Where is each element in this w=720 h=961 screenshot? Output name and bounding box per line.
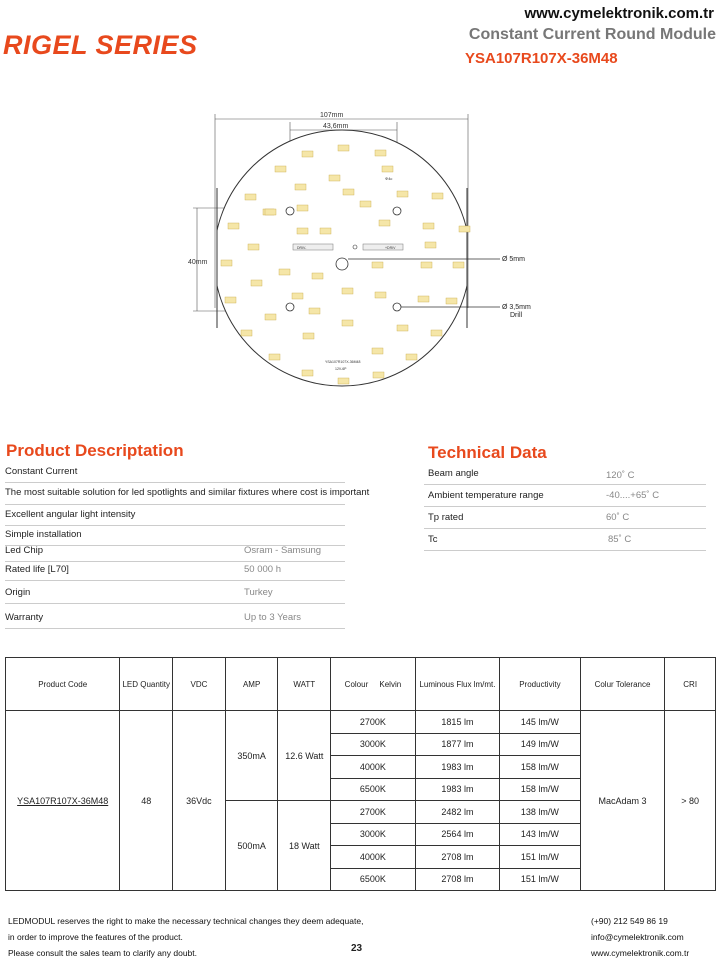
tech-value: 120˚ C bbox=[606, 470, 635, 481]
spec-label: Warranty bbox=[5, 612, 44, 623]
model-code: YSA107R107X-36M48 bbox=[465, 50, 618, 67]
hole-small-label: Ø 3,5mm bbox=[502, 304, 531, 311]
tech-value: -40....+65˚ C bbox=[606, 490, 660, 501]
desc-item: Constant Current bbox=[5, 462, 345, 483]
kelvin-cell: 4000K bbox=[331, 756, 416, 779]
spec-value: 50 000 h bbox=[244, 564, 281, 575]
dim-height-label: 40mm bbox=[188, 259, 208, 266]
hole-big-label: Ø 5mm bbox=[502, 256, 525, 263]
amp-cell: 350mA bbox=[225, 711, 278, 801]
disclaimer-line: Please consult the sales team to clarify any doubt. bbox=[8, 948, 197, 958]
product-description-title: Product Descriptation bbox=[6, 441, 184, 460]
product-code-cell[interactable] bbox=[6, 711, 120, 891]
spec-label: Origin bbox=[5, 587, 31, 598]
spec-row-warranty bbox=[5, 608, 345, 629]
amp-cell: 500mA bbox=[225, 801, 278, 891]
desc-item: Excellent angular light intensity bbox=[5, 504, 345, 526]
product-spec-table bbox=[5, 657, 716, 891]
product-subtitle: Constant Current Round Module bbox=[468, 26, 716, 43]
spec-row-led-chip bbox=[5, 541, 345, 562]
flux-cell: 2482 lm bbox=[415, 801, 499, 824]
spec-label: Rated life [L70] bbox=[5, 564, 69, 575]
flux-cell: 1815 lm bbox=[415, 711, 499, 734]
kelvin-cell: 3000K bbox=[331, 733, 416, 756]
productivity-cell: 151 lm/W bbox=[500, 846, 581, 869]
flux-cell: 1983 lm bbox=[415, 778, 499, 801]
tolerance-cell bbox=[580, 711, 665, 891]
pcb-label: YSA107R107X-36M48 bbox=[325, 360, 361, 364]
website-link-footer[interactable]: www.cymelektronik.com.tr bbox=[591, 948, 690, 958]
th-colour-kelvin bbox=[331, 658, 416, 711]
disclaimer-line: in order to improve the features of the product. bbox=[8, 932, 183, 942]
tech-label: Tp rated bbox=[428, 512, 464, 523]
th-kelvin: Kelvin bbox=[379, 679, 402, 689]
th-luminous-flux: Luminous Flux lm/mt. bbox=[415, 658, 499, 711]
tech-row bbox=[424, 508, 706, 529]
tech-row bbox=[424, 530, 706, 551]
kelvin-cell: 6500K bbox=[331, 778, 416, 801]
flux-cell: 2564 lm bbox=[415, 823, 499, 846]
tolerance-value: MacAdam 3 bbox=[598, 795, 647, 806]
module-drawing bbox=[185, 108, 535, 398]
spec-row-rated-life bbox=[5, 560, 345, 581]
disclaimer-line: LEDMODUL reserves the right to make the necessary technical changes they deem adequate, bbox=[8, 916, 364, 926]
pos-connector-label: +DRIV bbox=[385, 246, 396, 250]
m4-label: Φ4c bbox=[385, 176, 393, 181]
tech-row bbox=[424, 464, 706, 485]
series-title: RIGEL SERIES bbox=[3, 30, 198, 60]
th-cri: CRI bbox=[665, 658, 716, 711]
productivity-cell: 143 lm/W bbox=[500, 823, 581, 846]
spec-row-origin bbox=[5, 583, 345, 604]
productivity-cell: 158 lm/W bbox=[500, 778, 581, 801]
th-amp: AMP bbox=[225, 658, 278, 711]
pcb-sub-label: 12V-6P bbox=[335, 367, 347, 371]
th-colour: Colour bbox=[344, 679, 369, 689]
email-link[interactable]: info@cymelektronik.com bbox=[591, 932, 684, 942]
footer-disclaimer bbox=[8, 913, 363, 961]
spec-value: Turkey bbox=[244, 587, 273, 598]
page-number: 23 bbox=[351, 943, 363, 954]
spec-value: Up to 3 Years bbox=[244, 612, 302, 623]
kelvin-cell: 2700K bbox=[331, 711, 416, 734]
th-vdc: VDC bbox=[173, 658, 226, 711]
flux-cell: 1983 lm bbox=[415, 756, 499, 779]
productivity-cell: 158 lm/W bbox=[500, 756, 581, 779]
productivity-cell: 149 lm/W bbox=[500, 733, 581, 756]
led-quantity-cell: 48 bbox=[120, 711, 173, 891]
tech-row bbox=[424, 486, 706, 507]
desc-item: Simple installation bbox=[5, 525, 345, 546]
flux-cell: 1877 lm bbox=[415, 733, 499, 756]
dim-inner-label: 43,6mm bbox=[323, 123, 349, 130]
kelvin-cell: 6500K bbox=[331, 868, 416, 891]
th-product-code: Product Code bbox=[6, 658, 120, 711]
table-row bbox=[6, 711, 716, 734]
phone-text[interactable]: (+90) 212 549 86 19 bbox=[591, 916, 668, 926]
spec-value: Osram - Samsung bbox=[244, 545, 322, 556]
tech-label: Tc bbox=[428, 534, 438, 545]
watt-cell: 12.6 Watt bbox=[278, 711, 331, 801]
productivity-cell: 138 lm/W bbox=[500, 801, 581, 824]
tech-label: Ambient temperature range bbox=[428, 490, 544, 501]
th-led-quantity: LED Quantity bbox=[120, 658, 173, 711]
footer-contact bbox=[591, 913, 689, 961]
productivity-cell: 145 lm/W bbox=[500, 711, 581, 734]
th-productivity: Productivity bbox=[500, 658, 581, 711]
flux-cell: 2708 lm bbox=[415, 846, 499, 869]
cri-cell: > 80 bbox=[665, 711, 716, 891]
neg-connector-label: DRIV- bbox=[297, 246, 307, 250]
desc-item: The most suitable solution for led spotlights and similar fixtures where cost is important bbox=[5, 487, 370, 498]
watt-cell: 18 Watt bbox=[278, 801, 331, 891]
product-code-link[interactable]: YSA107R107X-36M48 bbox=[17, 795, 109, 806]
technical-data-title: Technical Data bbox=[428, 443, 547, 462]
tech-value: 60˚ C bbox=[606, 512, 630, 523]
website-link[interactable]: www.cymelektronik.com.tr bbox=[524, 5, 714, 22]
productivity-cell: 151 lm/W bbox=[500, 868, 581, 891]
table-header-row bbox=[6, 658, 716, 711]
flux-cell: 2708 lm bbox=[415, 868, 499, 891]
dim-width-label: 107mm bbox=[320, 112, 344, 119]
spec-label: Led Chip bbox=[5, 545, 44, 556]
tech-value: 85˚ C bbox=[608, 534, 632, 545]
vdc-cell: 36Vdc bbox=[173, 711, 226, 891]
kelvin-cell: 4000K bbox=[331, 846, 416, 869]
kelvin-cell: 3000K bbox=[331, 823, 416, 846]
drill-label: Drill bbox=[510, 312, 523, 319]
tech-label: Beam angle bbox=[428, 468, 479, 479]
kelvin-cell: 2700K bbox=[331, 801, 416, 824]
th-colour-tolerance: Colur Tolerance bbox=[580, 658, 665, 711]
th-watt: WATT bbox=[278, 658, 331, 711]
